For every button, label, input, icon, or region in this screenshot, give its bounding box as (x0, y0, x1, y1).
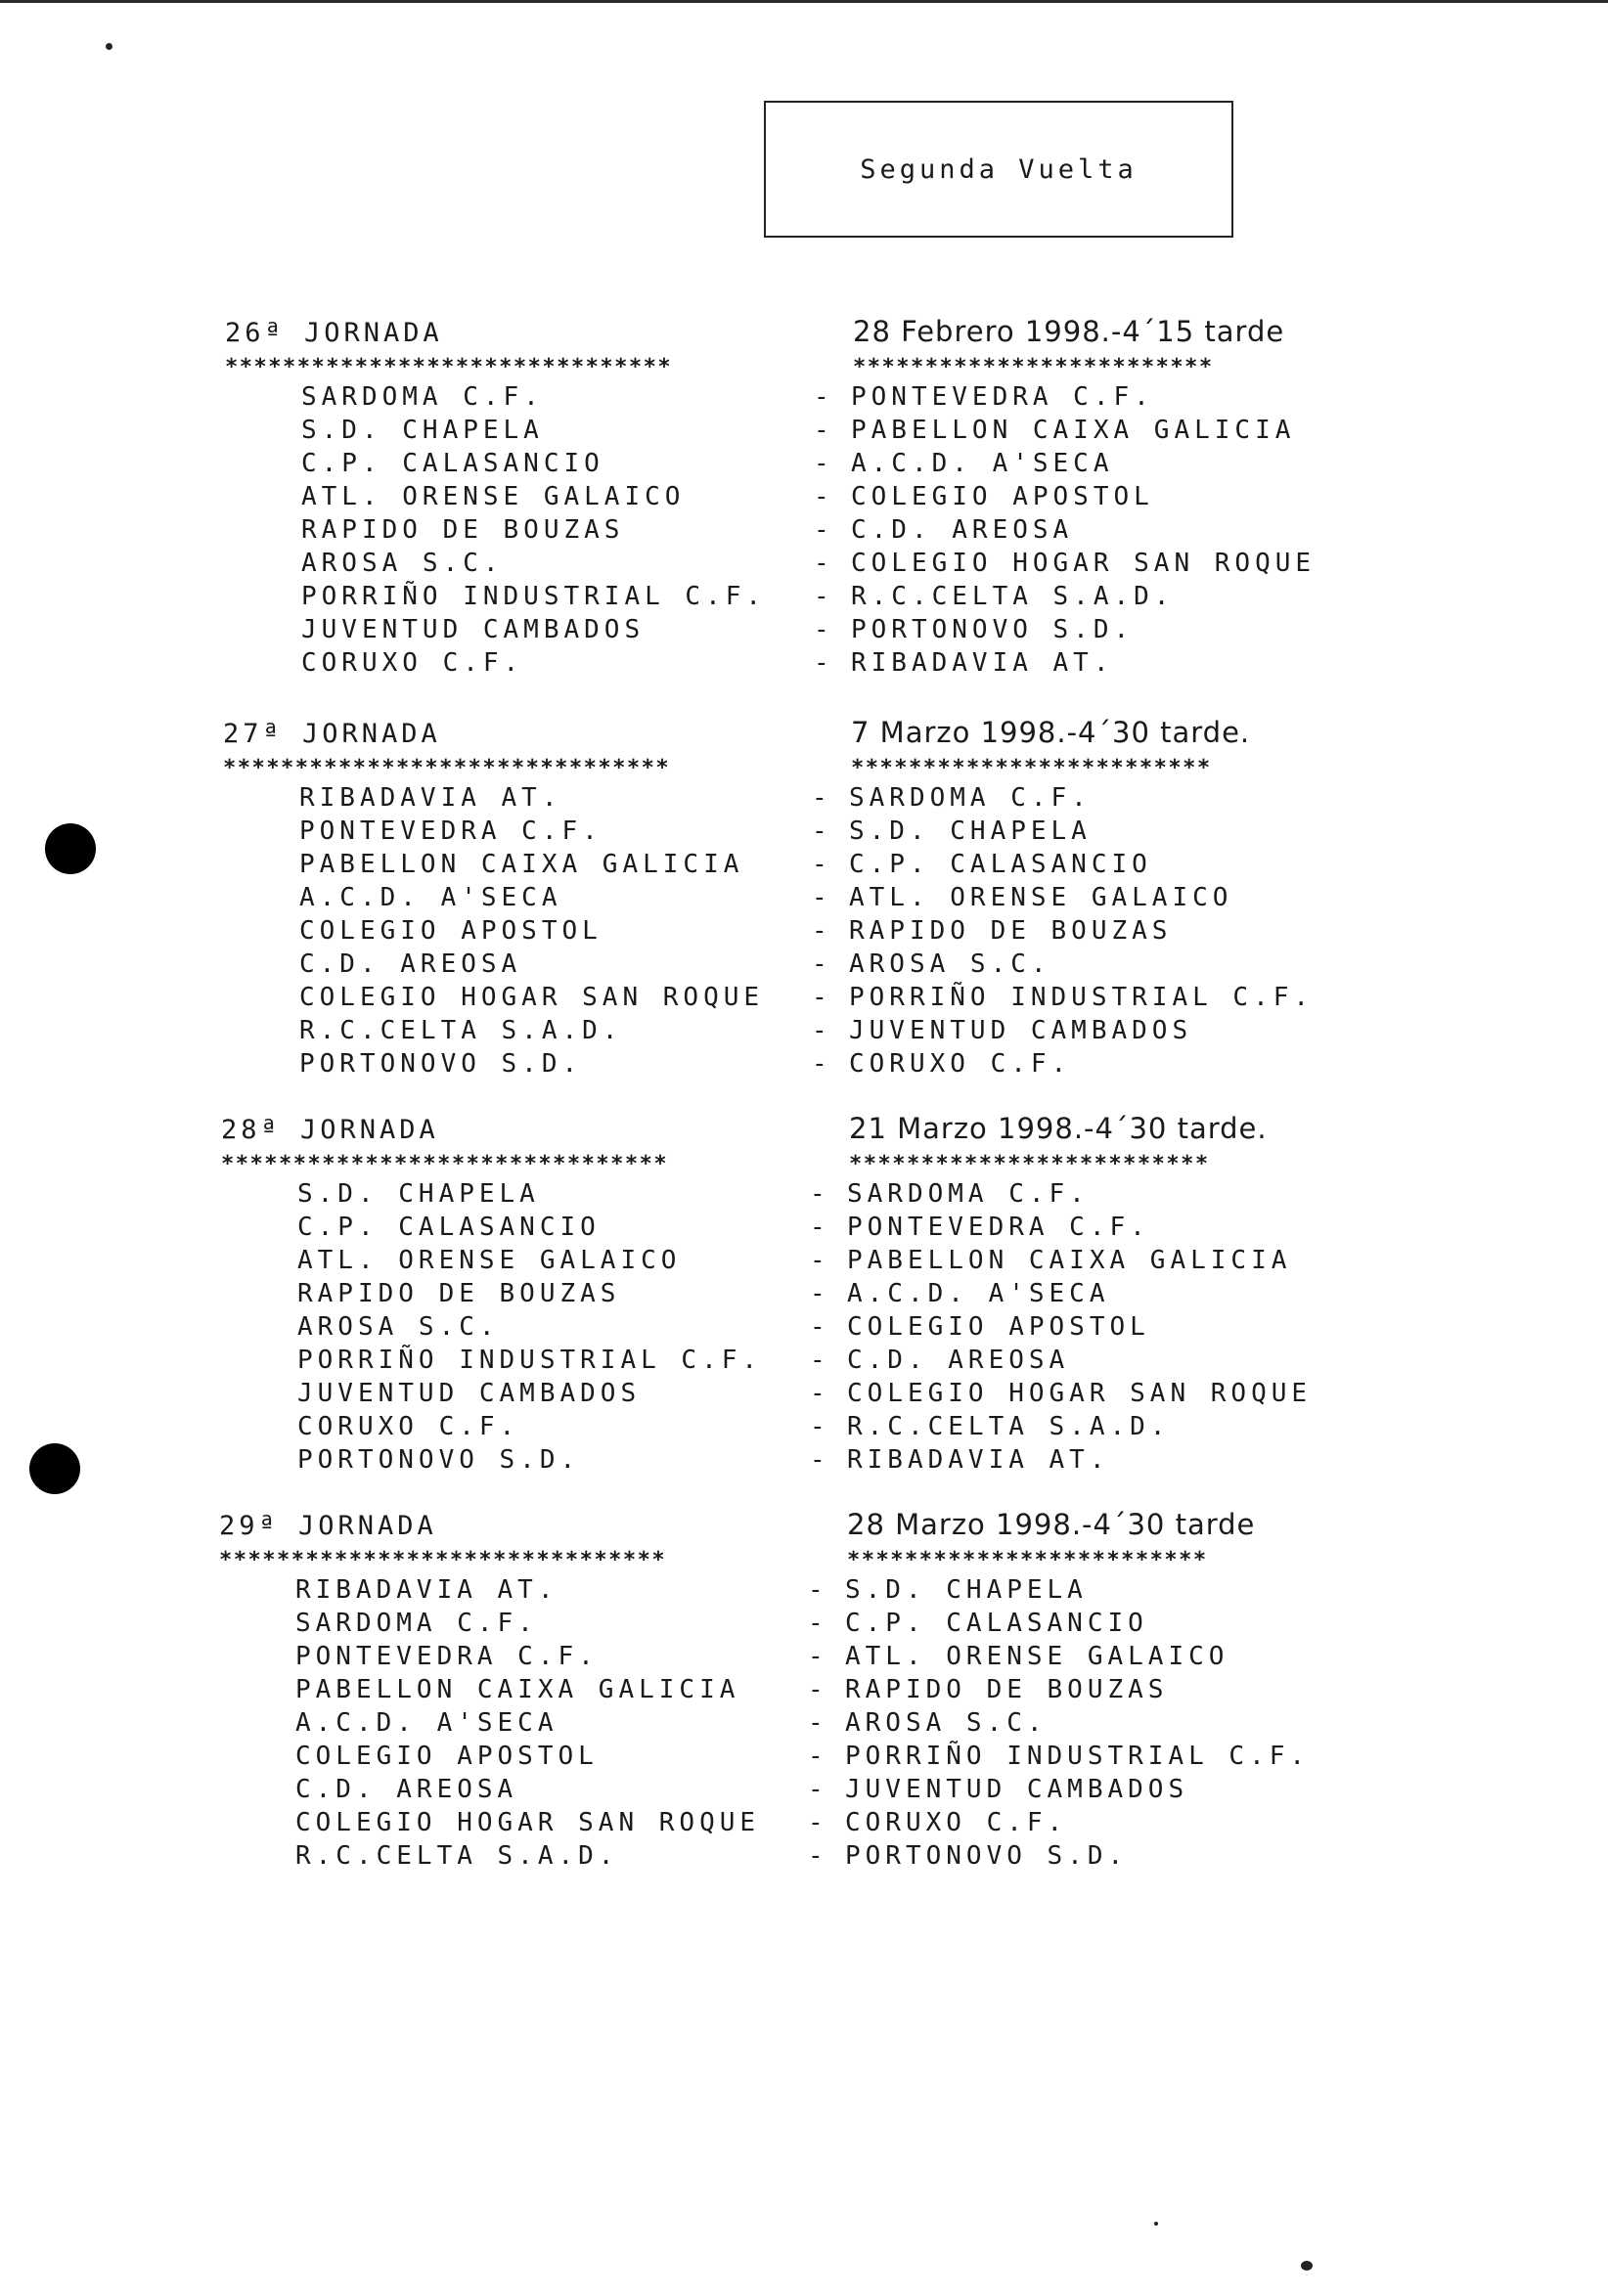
home-team: S.D. CHAPELA (301, 416, 544, 445)
away-team: ATL. ORENSE GALAICO (845, 1642, 1229, 1671)
match-separator: - (808, 1775, 828, 1804)
round-date: 28 Marzo 1998.-4´30 tarde (847, 1508, 1256, 1541)
home-team: PABELLON CAIXA GALICIA (295, 1675, 740, 1704)
away-team: SARDOMA C.F. (847, 1179, 1090, 1209)
match-row (0, 1808, 1608, 1841)
asterisk-rule-left: ******************************* (221, 1152, 669, 1176)
home-team: RIBADAVIA AT. (295, 1575, 558, 1605)
away-team: S.D. CHAPELA (845, 1575, 1088, 1605)
home-team: CORUXO C.F. (301, 648, 524, 678)
home-team: C.D. AREOSA (299, 949, 522, 979)
home-team: RAPIDO DE BOUZAS (297, 1279, 621, 1308)
round-title: 29ª JORNADA (219, 1511, 437, 1541)
match-separator: - (808, 1675, 828, 1704)
title-box (764, 101, 1233, 238)
match-row (0, 1841, 1608, 1875)
home-team: COLEGIO HOGAR SAN ROQUE (299, 983, 765, 1012)
match-separator: - (808, 1841, 828, 1871)
home-team: C.D. AREOSA (295, 1775, 518, 1804)
match-separator: - (808, 1575, 828, 1605)
away-team: PABELLON CAIXA GALICIA (847, 1246, 1292, 1275)
away-team: R.C.CELTA S.A.D. (851, 582, 1175, 611)
match-row (0, 382, 1608, 416)
page-top-edge (0, 0, 1608, 3)
match-separator: - (812, 949, 832, 979)
home-team: ATL. ORENSE GALAICO (297, 1246, 682, 1275)
match-row (0, 1742, 1608, 1775)
asterisk-rule-left: ******************************* (219, 1548, 667, 1572)
match-separator: - (812, 1049, 832, 1079)
match-row (0, 1049, 1608, 1082)
match-row (0, 1609, 1608, 1642)
match-row (0, 983, 1608, 1016)
match-row (0, 850, 1608, 883)
away-team: JUVENTUD CAMBADOS (845, 1775, 1189, 1804)
home-team: PORRIÑO INDUSTRIAL C.F. (297, 1346, 763, 1375)
scan-speck (106, 43, 112, 50)
home-team: C.P. CALASANCIO (301, 449, 604, 478)
away-team: COLEGIO APOSTOL (847, 1312, 1150, 1342)
away-team: AROSA S.C. (849, 949, 1051, 979)
away-team: PONTEVEDRA C.F. (851, 382, 1154, 412)
match-row (0, 1213, 1608, 1246)
match-row (0, 1675, 1608, 1708)
match-separator: - (814, 582, 834, 611)
match-separator: - (810, 1312, 830, 1342)
match-separator: - (812, 1016, 832, 1045)
home-team: SARDOMA C.F. (295, 1609, 538, 1638)
match-separator: - (810, 1279, 830, 1308)
home-team: PONTEVEDRA C.F. (299, 817, 603, 846)
home-team: JUVENTUD CAMBADOS (297, 1379, 642, 1408)
match-row (0, 1016, 1608, 1049)
away-team: A.C.D. A'SECA (847, 1279, 1110, 1308)
away-team: RIBADAVIA AT. (851, 648, 1114, 678)
away-team: AROSA S.C. (845, 1708, 1048, 1738)
match-row (0, 1445, 1608, 1479)
match-row (0, 783, 1608, 817)
round-date: 28 Febrero 1998.-4´15 tarde (853, 315, 1285, 348)
home-team: COLEGIO HOGAR SAN ROQUE (295, 1808, 761, 1837)
match-separator: - (812, 916, 832, 946)
match-separator: - (814, 449, 834, 478)
away-team: JUVENTUD CAMBADOS (849, 1016, 1193, 1045)
match-row (0, 1575, 1608, 1609)
asterisk-rule-right: ************************* (853, 355, 1214, 379)
home-team: JUVENTUD CAMBADOS (301, 615, 646, 644)
match-row (0, 416, 1608, 449)
match-row (0, 482, 1608, 515)
match-row (0, 1379, 1608, 1412)
scan-speck (1154, 2222, 1158, 2226)
match-row (0, 817, 1608, 850)
away-team: COLEGIO HOGAR SAN ROQUE (851, 549, 1317, 578)
match-separator: - (810, 1179, 830, 1209)
away-team: PONTEVEDRA C.F. (847, 1213, 1150, 1242)
round-date: 21 Marzo 1998.-4´30 tarde. (849, 1112, 1268, 1145)
away-team: PORRIÑO INDUSTRIAL C.F. (849, 983, 1315, 1012)
home-team: COLEGIO APOSTOL (295, 1742, 599, 1771)
home-team: COLEGIO APOSTOL (299, 916, 603, 946)
home-team: PABELLON CAIXA GALICIA (299, 850, 744, 879)
match-row (0, 449, 1608, 482)
match-row (0, 1775, 1608, 1808)
away-team: R.C.CELTA S.A.D. (847, 1412, 1171, 1441)
page-title: Segunda Vuelta (860, 154, 1138, 185)
home-team: SARDOMA C.F. (301, 382, 544, 412)
round-title: 26ª JORNADA (225, 318, 443, 348)
away-team: RAPIDO DE BOUZAS (845, 1675, 1169, 1704)
away-team: A.C.D. A'SECA (851, 449, 1114, 478)
match-separator: - (812, 883, 832, 912)
match-row (0, 1346, 1608, 1379)
away-team: S.D. CHAPELA (849, 817, 1092, 846)
match-row (0, 515, 1608, 549)
match-row (0, 582, 1608, 615)
match-separator: - (810, 1412, 830, 1441)
away-team: CORUXO C.F. (845, 1808, 1068, 1837)
asterisk-rule-left: ******************************* (223, 756, 671, 780)
home-team: R.C.CELTA S.A.D. (299, 1016, 623, 1045)
match-separator: - (810, 1346, 830, 1375)
away-team: C.D. AREOSA (851, 515, 1074, 545)
away-team: C.P. CALASANCIO (849, 850, 1152, 879)
match-separator: - (814, 382, 834, 412)
match-row (0, 883, 1608, 916)
home-team: A.C.D. A'SECA (299, 883, 562, 912)
match-row (0, 1708, 1608, 1742)
home-team: ATL. ORENSE GALAICO (301, 482, 686, 511)
match-separator: - (810, 1379, 830, 1408)
match-separator: - (808, 1642, 828, 1671)
asterisk-rule-left: ******************************* (225, 355, 673, 379)
home-team: PORTONOVO S.D. (297, 1445, 581, 1475)
home-team: CORUXO C.F. (297, 1412, 520, 1441)
match-row (0, 916, 1608, 949)
home-team: C.P. CALASANCIO (297, 1213, 601, 1242)
match-separator: - (810, 1445, 830, 1475)
away-team: COLEGIO APOSTOL (851, 482, 1154, 511)
away-team: PORRIÑO INDUSTRIAL C.F. (845, 1742, 1311, 1771)
match-row (0, 1642, 1608, 1675)
match-row (0, 1246, 1608, 1279)
away-team: RIBADAVIA AT. (847, 1445, 1110, 1475)
home-team: R.C.CELTA S.A.D. (295, 1841, 619, 1871)
match-separator: - (814, 515, 834, 545)
home-team: PORTONOVO S.D. (299, 1049, 583, 1079)
away-team: CORUXO C.F. (849, 1049, 1072, 1079)
round-date: 7 Marzo 1998.-4´30 tarde. (851, 716, 1251, 749)
home-team: AROSA S.C. (297, 1312, 500, 1342)
away-team: C.D. AREOSA (847, 1346, 1070, 1375)
match-separator: - (812, 817, 832, 846)
asterisk-rule-right: ************************* (851, 756, 1212, 780)
match-row (0, 615, 1608, 648)
away-team: COLEGIO HOGAR SAN ROQUE (847, 1379, 1313, 1408)
match-row (0, 549, 1608, 582)
away-team: SARDOMA C.F. (849, 783, 1092, 813)
match-separator: - (808, 1742, 828, 1771)
home-team: PORRIÑO INDUSTRIAL C.F. (301, 582, 767, 611)
away-team: ATL. ORENSE GALAICO (849, 883, 1233, 912)
home-team: S.D. CHAPELA (297, 1179, 540, 1209)
match-separator: - (810, 1213, 830, 1242)
away-team: PABELLON CAIXA GALICIA (851, 416, 1296, 445)
match-separator: - (808, 1609, 828, 1638)
round-title: 27ª JORNADA (223, 719, 441, 749)
match-separator: - (810, 1246, 830, 1275)
match-separator: - (814, 549, 834, 578)
match-row (0, 1279, 1608, 1312)
home-team: AROSA S.C. (301, 549, 504, 578)
match-row (0, 1312, 1608, 1346)
match-row (0, 1412, 1608, 1445)
match-separator: - (814, 648, 834, 678)
away-team: C.P. CALASANCIO (845, 1609, 1148, 1638)
asterisk-rule-right: ************************* (849, 1152, 1210, 1176)
match-separator: - (814, 482, 834, 511)
match-separator: - (814, 615, 834, 644)
home-team: PONTEVEDRA C.F. (295, 1642, 599, 1671)
match-row (0, 648, 1608, 682)
home-team: RIBADAVIA AT. (299, 783, 562, 813)
match-separator: - (808, 1808, 828, 1837)
away-team: PORTONOVO S.D. (845, 1841, 1129, 1871)
away-team: RAPIDO DE BOUZAS (849, 916, 1173, 946)
round-title: 28ª JORNADA (221, 1115, 439, 1145)
home-team: RAPIDO DE BOUZAS (301, 515, 625, 545)
match-separator: - (812, 983, 832, 1012)
asterisk-rule-right: ************************* (847, 1548, 1208, 1572)
match-row (0, 1179, 1608, 1213)
away-team: PORTONOVO S.D. (851, 615, 1135, 644)
home-team: A.C.D. A'SECA (295, 1708, 558, 1738)
match-row (0, 949, 1608, 983)
scan-speck (1301, 2261, 1313, 2271)
match-separator: - (812, 783, 832, 813)
match-separator: - (808, 1708, 828, 1738)
match-separator: - (814, 416, 834, 445)
match-separator: - (812, 850, 832, 879)
